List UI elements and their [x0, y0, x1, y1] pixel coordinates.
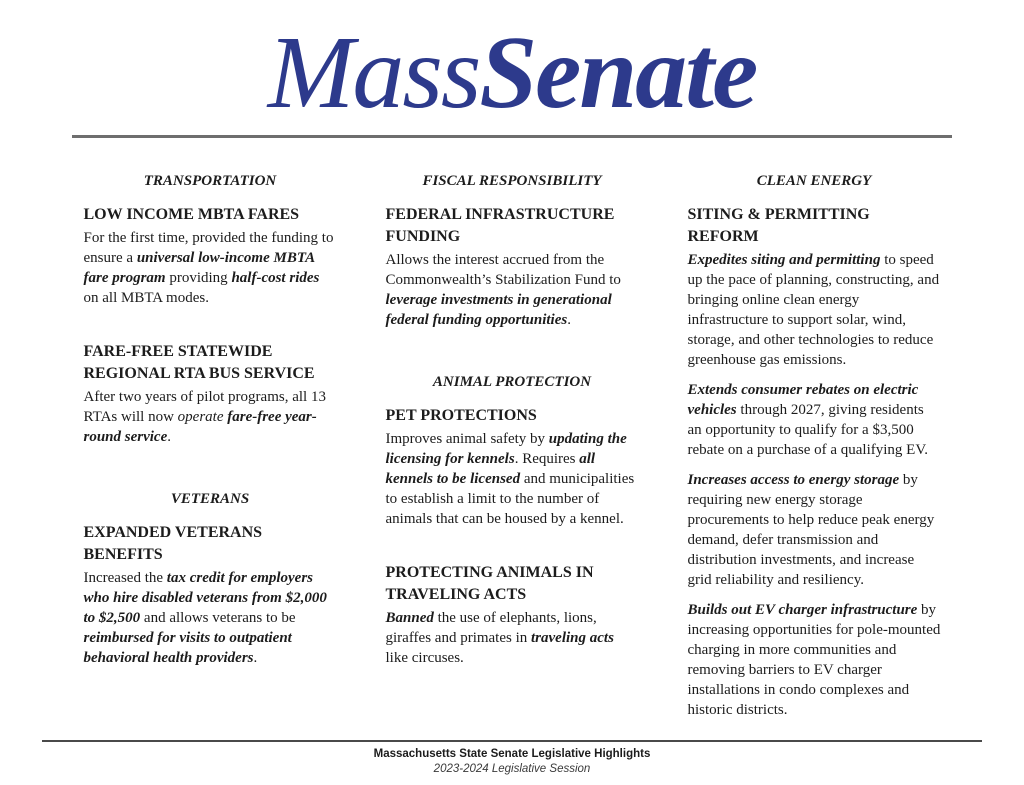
logo-text-senate: Senate [479, 15, 757, 130]
article-body [386, 429, 639, 529]
article-title: FARE-FREE STATEWIDE REGIONAL RTA BUS SERVICE [83, 343, 315, 383]
article [84, 522, 337, 668]
text-run: by increasing opportunities for pole-mounted charging in more communities and removing barriers to EV charger installations in condo complexes and historic districts. [687, 602, 941, 719]
mass-senate-logo [0, 15, 1024, 130]
footer [0, 740, 1024, 785]
columns-container [0, 171, 1024, 720]
article [84, 204, 337, 308]
article-body [688, 250, 941, 370]
section-heading: VETERANS [170, 491, 250, 508]
text-run: updating the licensing for kennels [385, 431, 627, 468]
article-title: SITING & PERMITTING REFORM [687, 206, 870, 246]
article-title: EXPANDED VETERANS BENEFITS [83, 524, 263, 564]
paragraph [688, 380, 941, 460]
article-body [688, 600, 941, 720]
text-run: . [253, 650, 258, 667]
text-run: on all MBTA modes. [83, 290, 209, 307]
article [688, 204, 941, 370]
article [84, 341, 337, 447]
text-run: reimbursed for visits to outpatient behavioral health providers [83, 630, 292, 667]
article-body [386, 608, 639, 668]
masthead [0, 0, 1024, 138]
text-run: Extends consumer rebates on electric vehicles [687, 382, 919, 419]
text-run: . [567, 312, 571, 329]
text-run: to speed up the pace of planning, constructing, and bringing online clean energy infrastructure to support solar, wind, storage, and other technologies to reduce greenhouse gas emissions. [687, 252, 940, 369]
text-run: traveling acts [531, 630, 614, 647]
article [386, 405, 639, 529]
article-body [84, 568, 337, 668]
text-run: Increased the [83, 570, 167, 587]
text-run: providing [165, 270, 232, 287]
article-title: FEDERAL INFRASTRUCTURE FUNDING [385, 206, 615, 246]
footer-subtitle: 2023-2024 Legislative Session [433, 763, 591, 775]
article-body [688, 380, 941, 460]
section-heading: CLEAN ENERGY [756, 173, 872, 190]
text-run: universal low-income MBTA fare program [83, 250, 315, 287]
text-run: Builds out EV charger infrastructure [687, 602, 918, 619]
text-run: After two years of pilot programs, all 13 RTAs will now [83, 389, 326, 426]
text-run: and allows veterans to be [140, 610, 296, 627]
section-heading: ANIMAL PROTECTION [432, 374, 592, 391]
text-run: Expedites siting and permitting [687, 252, 881, 269]
column [386, 171, 639, 720]
text-run: by requiring new energy storage procurements to help reduce peak energy demand, defer transmission and distribution investments, and increase grid reliability and resiliency. [687, 472, 935, 589]
text-run: like circuses. [385, 650, 464, 667]
text-run: all kennels to be licensed [385, 451, 596, 488]
article-body [688, 470, 941, 590]
text-run: . Requires [514, 451, 580, 468]
text-run: tax credit for employers who hire disabled veterans from $2,000 to $2,500 [83, 570, 327, 627]
text-run: through 2027, giving residents an opportunity to qualify for a $3,500 rebate on a purchase of a qualifying EV. [687, 402, 928, 459]
article-body [84, 228, 337, 308]
footer-divider [42, 740, 982, 742]
text-run: operate [177, 409, 228, 426]
logo-text-mass: Mass [267, 15, 480, 130]
article [386, 204, 639, 330]
article-title: LOW INCOME MBTA FARES [83, 206, 300, 224]
text-run: . [167, 429, 171, 446]
footer-title: Massachusetts State Senate Legislative Highlights [373, 748, 651, 760]
text-run: For the first time, provided the funding to ensure a [83, 230, 334, 267]
column [688, 171, 941, 720]
text-run: fare-free year-round service [83, 409, 317, 446]
section-heading: FISCAL RESPONSIBILITY [422, 173, 602, 190]
text-run: Improves animal safety by [385, 431, 549, 448]
section-heading: TRANSPORTATION [143, 173, 277, 190]
text-run: Allows the interest accrued from the Commonwealth’s Stabilization Fund to [385, 252, 621, 289]
text-run: the use of elephants, lions, giraffes and primates in [385, 610, 597, 647]
column [84, 171, 337, 720]
paragraph [688, 470, 941, 590]
text-run: half-cost rides [231, 270, 320, 287]
paragraph [688, 600, 941, 720]
article-title: PET PROTECTIONS [385, 407, 537, 425]
article [386, 562, 639, 668]
article-title: PROTECTING ANIMALS IN TRAVELING ACTS [385, 564, 594, 604]
text-run: and municipalities to establish a limit to the number of animals that can be housed by a kennel. [385, 471, 635, 528]
article-body [386, 250, 639, 330]
text-run: leverage investments in generational federal funding opportunities [385, 292, 612, 329]
text-run: Increases access to energy storage [687, 472, 900, 489]
article-body [84, 387, 337, 447]
text-run: Banned [385, 610, 434, 627]
masthead-divider [72, 135, 952, 138]
